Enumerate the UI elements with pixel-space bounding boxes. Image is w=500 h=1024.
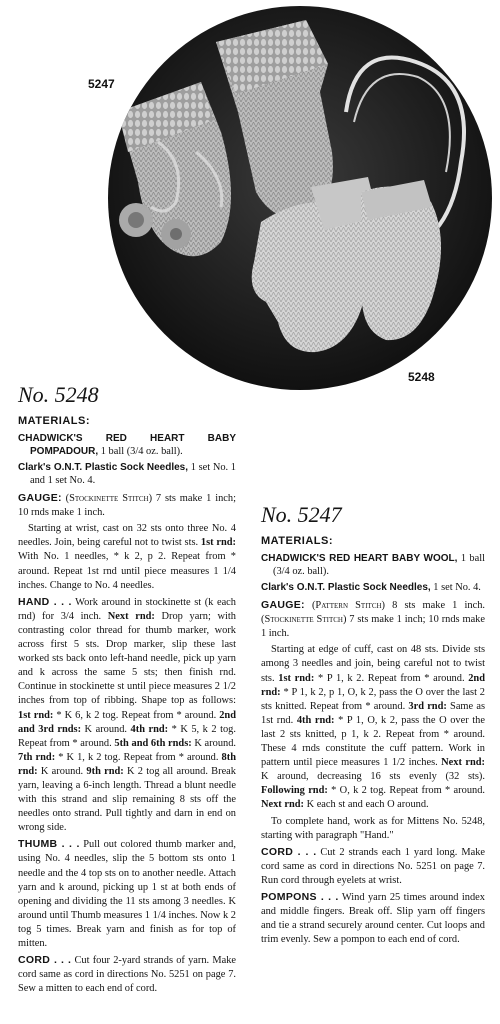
pattern-5247-title: No. 5247 [261,502,342,527]
pompons-paragraph: POMPONS . . . Wind yarn 25 times around index and middle fingers. Break off. Slip yarn off fingers and tie a strand securely around center. Cut loops and trim evenly. Sew a pompon to each end of cord. [261,890,485,946]
material-needles: Clark's O.N.T. Plastic Sock Needles, 1 set No. 4. [261,582,481,594]
photo-label-5247: 5247 [88,77,115,91]
gauge-paragraph: GAUGE: (Stockinette Stitch) 7 sts make 1 inch; 10 rnds make 1 inch. [18,492,236,519]
hand-paragraph: HAND . . . Work around in stockinette st (k each rnd) for 3/4 inch. Next rnd: Drop yarn; with contrasting color thread for thumb marker, work across first 5 sts. Drop marker, slip these last worked sts back onto left-hand needle, pick up yarn and k across the same 5 sts; then finish rnd. Continue in stockinette st until piece measures 2 1/2 inches from top of ribbing. Shape top as follows: 1st rnd: * K 6, k 2 tog. Repeat from * around. 2nd and 3rd rnds: K around. 4th rnd: * K 5, k 2 tog. Repeat from * around. 5th and 6th rnds: K around. 7th rnd: * K 1, k 2 tog. Repeat from * around. 8th rnd: K around. 9th rnd: K 2 tog all around. Break yarn, leaving a 6-inch length. Thread a blunt needle with this strand and slip remaining 8 sts off the needles onto strand. Pull tightly and darn in end on wrong side. [18,595,236,834]
materials-heading: MATERIALS: [18,415,91,427]
pattern-5248-title: No. 5248 [18,382,99,407]
materials-heading: MATERIALS: [261,535,334,547]
pattern-5248-column [18,382,236,998]
gauge-paragraph: GAUGE: (Pattern Stitch) 8 sts make 1 inch. (Stockinette Stitch) 7 sts make 1 inch; 10 rnds make 1 inch. [261,599,485,640]
pattern-5247-column [261,502,485,949]
material-yarn: CHADWICK'S RED HEART BABY POMPADOUR, 1 ball (3/4 oz. ball). [18,433,236,458]
start-paragraph: Starting at wrist, cast on 32 sts onto three No. 4 needles. Join, being careful not to twist sts. 1st rnd: With No. 1 needles, * k 2, p 2. Repeat from * around. Repeat 1st rnd until piece measures 1 1/4 inches. Change to No. 4 needles. [18,523,236,591]
photo-label-5248: 5248 [408,370,435,384]
material-needles: Clark's O.N.T. Plastic Sock Needles, 1 set No. 1 and 1 set No. 4. [18,462,236,487]
cuff-paragraph: Starting at edge of cuff, cast on 48 sts. Divide sts among 3 needles and join, being careful not to twist sts. 1st rnd: * P 1, k 2. Repeat from * around. 2nd rnd: * P 1, k 2, p 1, O, k 2, pass the O over the last 2 sts knitted. Repeat from * around. 3rd rnd: Same as 1st rnd. 4th rnd: * P 1, O, k 2, pass the O over the last 2 sts knitted, p 1, k 2. Repeat from * around. These 4 rnds constitute the cuff pattern. Work in pattern until piece measures 1 1/2 inches. Next rnd: K around, decreasing 16 sts evenly (32 sts). Following rnd: * O, k 2 tog. Repeat from * around. Next rnd: K each st and each O around. [261,644,486,811]
thumb-paragraph: THUMB . . . Pull out colored thumb marker and, using No. 4 needles, slip the 5 bottom sts onto 1 needle and the 4 top sts on to another needle. Attach yarn and k around, picking up 1 st at both ends of opening and dividing the 11 sts among 3 needles. K around until Thumb measures 1 1/4 inches. Now k 2 tog 5 times. Break yarn and finish as for top of mitten. [18,838,236,949]
mittens-photo-drawing [106,2,494,394]
cord-paragraph: CORD . . . Cut four 2-yard strands of yarn. Make cord same as cord in directions No. 5251 on page 7. Sew a mitten to each end of cord. [18,954,236,995]
cord-paragraph: CORD . . . Cut 2 strands each 1 yard long. Make cord same as cord in directions No. 5251 on page 7. Run cord through eyelets at wrist. [261,845,485,886]
complete-hand-paragraph: To complete hand, work as for Mittens No. 5248, starting with paragraph "Hand." [261,815,485,841]
material-yarn: CHADWICK'S RED HEART BABY WOOL, 1 ball (3/4 oz. ball). [261,553,485,578]
mittens-photo [106,2,494,394]
